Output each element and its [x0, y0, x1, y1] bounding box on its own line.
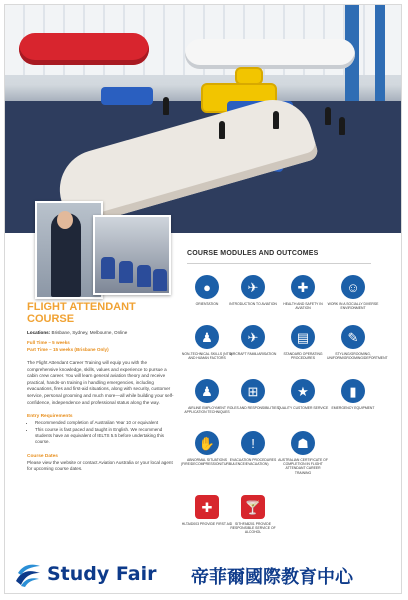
first-aid-icon: ✚: [195, 495, 219, 519]
org-chart-icon: ⊞: [241, 379, 265, 403]
modules-title: COURSE MODULES AND OUTCOMES: [187, 250, 319, 257]
course-title: [27, 301, 177, 325]
module-label: ORIENTATION: [195, 302, 219, 306]
brand-name: Study Fair: [47, 563, 157, 585]
module-label: SITHFAB201 PROVIDE RESPONSIBLE SERVICE OF ALCOHOL: [230, 522, 276, 535]
course-title-line2: COURSE: [27, 313, 75, 325]
cabin-photo: [93, 215, 171, 295]
module-item: [277, 379, 329, 410]
module-label: STANDARD OPERATING PROCEDURES: [283, 352, 323, 361]
bottle-icon: 🍸: [241, 495, 265, 519]
module-item: [227, 431, 279, 462]
module-label: WORK IN A SOCIALLY DIVERSE ENVIRONMENT: [327, 302, 379, 311]
hero-photo: [5, 5, 401, 233]
parttime-duration: Part Time – 15 weeks (Brisbane Only): [27, 347, 109, 352]
locations-label: Locations:: [27, 330, 51, 335]
course-dates-heading: Course Dates: [27, 453, 58, 459]
module-label: AIRLINE EMPLOYMENT APPLICATION TECHNIQUES: [184, 406, 230, 415]
people-icon: ♟: [195, 379, 219, 403]
module-label: AUSTRALIAN CERTIFICATE OF COMPLETION IN FLIGHT ATTENDANT CAREER TRAINING: [278, 458, 328, 475]
module-item: [227, 325, 279, 356]
module-label: HEALTH AND SAFETY IN AVIATION: [283, 302, 323, 311]
course-description: The Flight Attendant Career Training will equip you with the comprehensive knowledge, skills, values and experience to pursue a cabin crew career. You will learn general aviation theory and receive practical, hands-on training in handling emergencies, including evacuations, fires and first-aid situations, along with security, customer service, personal grooming and much more—all while building your self-confidence, independence and professional status along the way.: [27, 360, 174, 405]
seat: [137, 265, 151, 287]
document-icon: ▤: [291, 325, 315, 349]
module-label: INTRODUCTION TO AVIATION: [229, 302, 277, 306]
module-item: [227, 379, 279, 410]
module-item: [327, 379, 379, 410]
module-label: QUALITY CUSTOMER SERVICE: [277, 406, 329, 410]
module-item: [227, 495, 279, 535]
module-item: [277, 325, 329, 360]
lipstick-icon: ✎: [341, 325, 365, 349]
seat: [101, 257, 115, 279]
airplane-icon: ✈: [241, 275, 265, 299]
extinguisher-icon: ▮: [341, 379, 365, 403]
locations-value: Brisbane, Sydney, Melbourne, Online: [51, 330, 128, 335]
person: [325, 107, 331, 125]
yellow-mat: [235, 67, 263, 85]
course-meta: [27, 329, 177, 353]
module-label: EMERGENCY EQUIPMENT: [331, 406, 375, 410]
person: [339, 117, 345, 135]
module-item: [277, 431, 329, 475]
graduate-icon: ☗: [291, 431, 315, 455]
module-label: STYLING/GROOMING, UNIFORM/GROOMING/DEPORTMENT: [327, 352, 388, 361]
module-label: EVACUATION PROCEDURES: [229, 458, 277, 462]
brochure-page: [4, 4, 402, 594]
group-icon: ☺: [341, 275, 365, 299]
star-icon: ★: [291, 379, 315, 403]
module-label: NON-TECHNICAL SKILLS (NTS) AND HUMAN FACTORS: [181, 352, 233, 361]
blue-mat: [101, 87, 153, 105]
entry-requirements-heading: Entry Requirements: [27, 414, 73, 420]
person: [163, 97, 169, 115]
person: [273, 111, 279, 129]
white-fuselage-mockup: [185, 39, 355, 69]
entry-requirements-list: [27, 420, 177, 446]
warning-icon: !: [241, 431, 265, 455]
module-item: [327, 275, 379, 310]
module-item: [181, 495, 233, 526]
course-dates-text: Please view the website or contact Aviation Australia or your local agent for upcoming course dates.: [27, 459, 173, 472]
list-item: • Recommended completion of Australian Year 10 or equivalent: [35, 420, 177, 426]
fulltime-duration: Full Time – 5 weeks: [27, 340, 70, 345]
seat: [119, 261, 133, 283]
team-icon: ♟: [195, 325, 219, 349]
seat: [153, 269, 167, 291]
module-item: [181, 325, 233, 360]
aircraft-icon: ✈: [241, 325, 265, 349]
red-fuselage-mockup: [19, 33, 149, 65]
course-title-line1: FLIGHT ATTENDANT: [27, 301, 136, 313]
brand-name-chinese: 帝菲爾國際教育中心: [191, 567, 353, 588]
course-info: [27, 301, 177, 473]
module-item: [181, 379, 233, 414]
person: [219, 121, 225, 139]
list-item: • This course is fast paced and taught in English. We recommend students have an equivalent of IELTS 5.5 before undertaking this course.: [35, 427, 177, 446]
module-label: AIRCRAFT FAMILIARISATION: [229, 352, 277, 356]
hand-icon: ✋: [195, 431, 219, 455]
person-icon: ●: [195, 275, 219, 299]
attendant-face: [57, 211, 73, 229]
study-fair-logo-icon: [13, 559, 43, 589]
footer: [5, 553, 401, 593]
divider: [187, 263, 371, 264]
module-item: [327, 325, 388, 361]
module-item: [277, 275, 329, 310]
module-label: ROLES AND RESPONSIBILITIES: [227, 406, 279, 410]
module-label: HLTAID003 PROVIDE FIRST AID: [181, 522, 233, 526]
module-label: ABNORMAL SITUATIONS (FIRE/DECOMPRESSION/TURBULENCE/EVACUATION): [181, 458, 269, 467]
module-item: [181, 275, 233, 306]
handshake-icon: ✚: [291, 275, 315, 299]
module-item: [227, 275, 279, 306]
